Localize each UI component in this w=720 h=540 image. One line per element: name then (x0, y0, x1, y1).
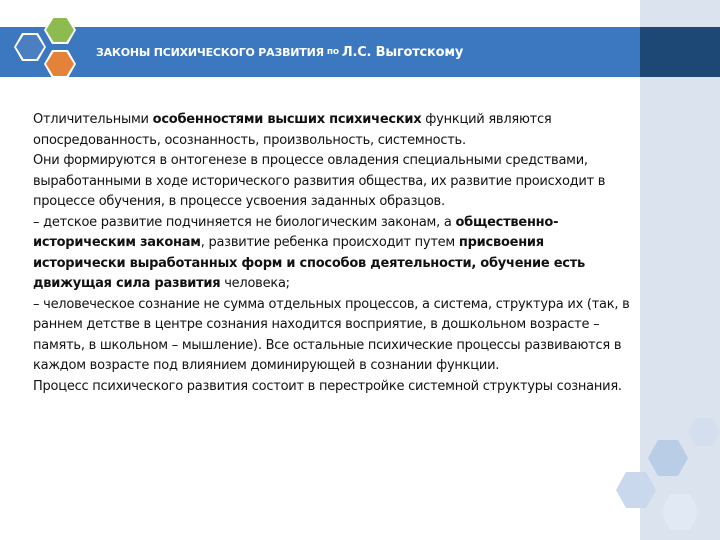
slide-body-text (33, 110, 633, 397)
deco-hexagon-3 (660, 494, 700, 530)
deco-hexagon-1 (648, 440, 688, 476)
bold-phrase: общественно-историческим законам (33, 214, 559, 250)
deco-hexagon-4 (688, 418, 720, 446)
deco-hexagon-2 (616, 472, 656, 508)
hexagon-logo (0, 0, 90, 100)
paragraph-4: – человеческое сознание не сумма отдельных процессов, а система, структура их (так, в раннем детстве в центре сознания находится восприятие, в дошкольном возрасте – память, в школьном – мышление). Все остальные психические процессы развиваются в каждом возрасте под влиянием доминирующей в сознании функции. (33, 296, 630, 373)
paragraph-3: – детское развитие подчиняется не биологическим законам, а общественно-историческим законам, развитие ребенка происходит путем присвоения исторически выработанных форм и способов деятельности, обучение есть движущая сила развития человека; (33, 214, 585, 291)
slide-title (96, 27, 463, 77)
title-main: ЗАКОНЫ ПСИХИЧЕСКОГО РАЗВИТИЯ (96, 45, 324, 59)
title-bar-accent (640, 27, 720, 77)
paragraph-2: Они формируются в онтогенезе в процессе овладения специальными средствами, выработанными в ходе исторического развития общества, их развитие происходит в процессе обучения, в процессе усвоения заданных образцов. (33, 153, 606, 209)
paragraph-5: Процесс психического развития состоит в перестройке системной структуры сознания. (33, 378, 622, 394)
bold-phrase: особенностями высших психических (152, 112, 422, 127)
paragraph-1: Отличительными особенностями высших психических функций являются опосредованность, осознанность, произвольность, системность. (33, 112, 552, 148)
title-preposition: по (326, 47, 339, 57)
decorative-hexagons (580, 400, 720, 540)
bold-phrase: присвоения исторически выработанных форм и способов деятельности, обучение есть движущая сила развития (33, 235, 585, 291)
title-name: Л.С. Выготскому (341, 44, 464, 60)
